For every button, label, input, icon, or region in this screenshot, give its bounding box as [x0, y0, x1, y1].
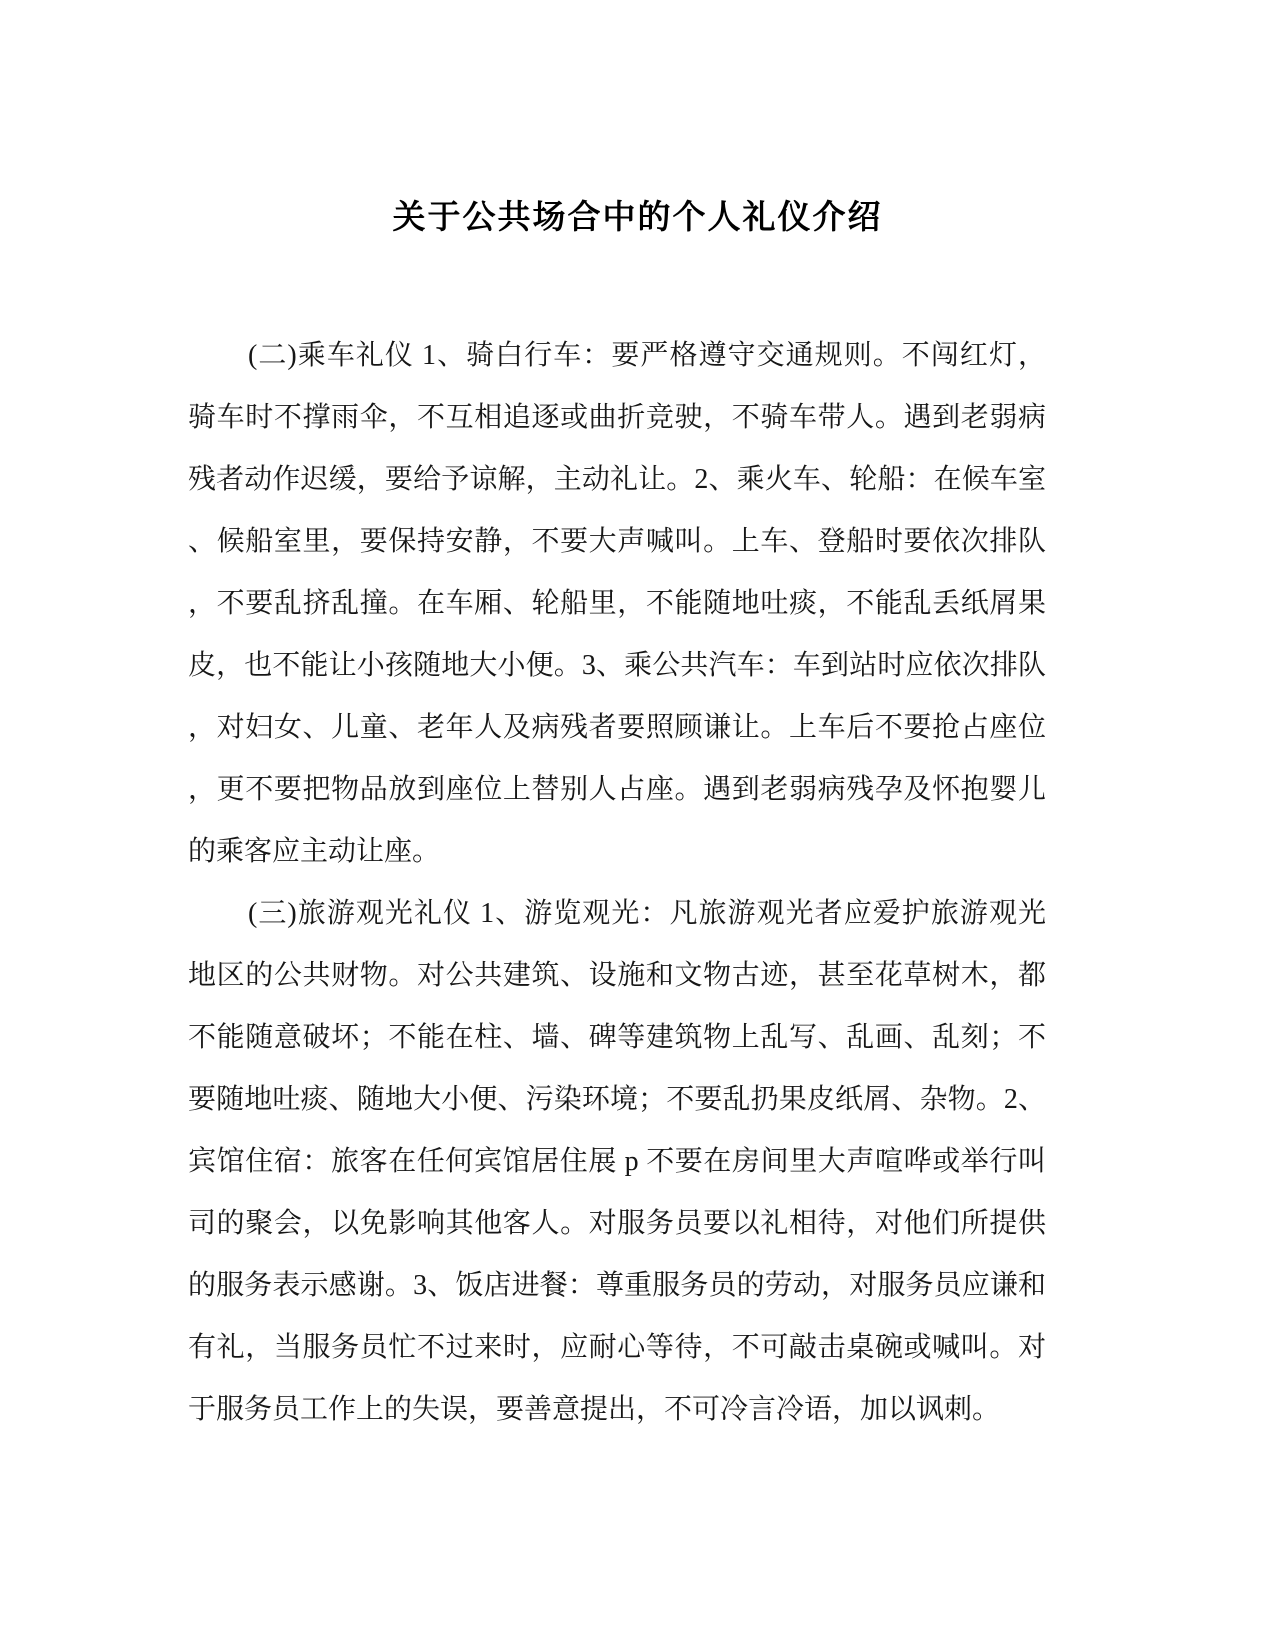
text-line: 不能随意破坏；不能在柱、墙、碑等建筑物上乱写、乱画、乱刻；不 [188, 1022, 1046, 1053]
text-line: 于服务员工作上的失误，要善意提出，不可冷言冷语，加以讽刺。 [188, 1394, 1001, 1425]
text-line: 司的聚会，以免影响其他客人。对服务员要以礼相待，对他们所提供 [188, 1208, 1046, 1239]
text-line: 的服务表示感谢。3、饭店进餐：尊重服务员的劳动，对服务员应谦和 [188, 1270, 1046, 1301]
text-line: 皮，也不能让小孩随地大小便。3、乘公共汽车：车到站时应依次排队 [188, 650, 1046, 681]
text-line: 残者动作迟缓，要给予谅解，主动礼让。2、乘火车、轮船：在候车室 [188, 464, 1046, 495]
paragraph [188, 883, 1046, 1441]
text-line: 、候船室里，要保持安静，不要大声喊叫。上车、登船时要依次排队 [188, 526, 1046, 557]
text-line: (二)乘车礼仪 1、骑白行车：要严格遵守交通规则。不闯红灯， [248, 340, 1046, 371]
text-line: 要随地吐痰、随地大小便、污染环境；不要乱扔果皮纸屑、杂物。2、 [188, 1084, 1046, 1115]
text-line: ，对妇女、儿童、老年人及病残者要照顾谦让。上车后不要抢占座位 [188, 712, 1046, 743]
text-line: (三)旅游观光礼仪 1、游览观光：凡旅游观光者应爱护旅游观光 [248, 898, 1046, 929]
document-title: 关于公共场合中的个人礼仪介绍 [392, 198, 883, 235]
text-line: 有礼，当服务员忙不过来时，应耐心等待，不可敲击桌碗或喊叫。对 [188, 1332, 1046, 1363]
text-line: 的乘客应主动让座。 [188, 836, 441, 867]
text-line: ，不要乱挤乱撞。在车厢、轮船里，不能随地吐痰，不能乱丢纸屑果 [188, 588, 1046, 619]
text-line: 地区的公共财物。对公共建筑、设施和文物古迹，甚至花草树木，都 [188, 960, 1046, 991]
text-line: 骑车时不撑雨伞，不互相追逐或曲折竞驶，不骑车带人。遇到老弱病 [188, 402, 1046, 433]
paragraph [188, 325, 1046, 883]
text-line: 宾馆住宿：旅客在任何宾馆居住展 p 不要在房间里大声喧哗或举行叫 [188, 1146, 1046, 1177]
document-body [188, 325, 1046, 1441]
text-line: ，更不要把物品放到座位上替别人占座。遇到老弱病残孕及怀抱婴儿 [188, 774, 1046, 805]
